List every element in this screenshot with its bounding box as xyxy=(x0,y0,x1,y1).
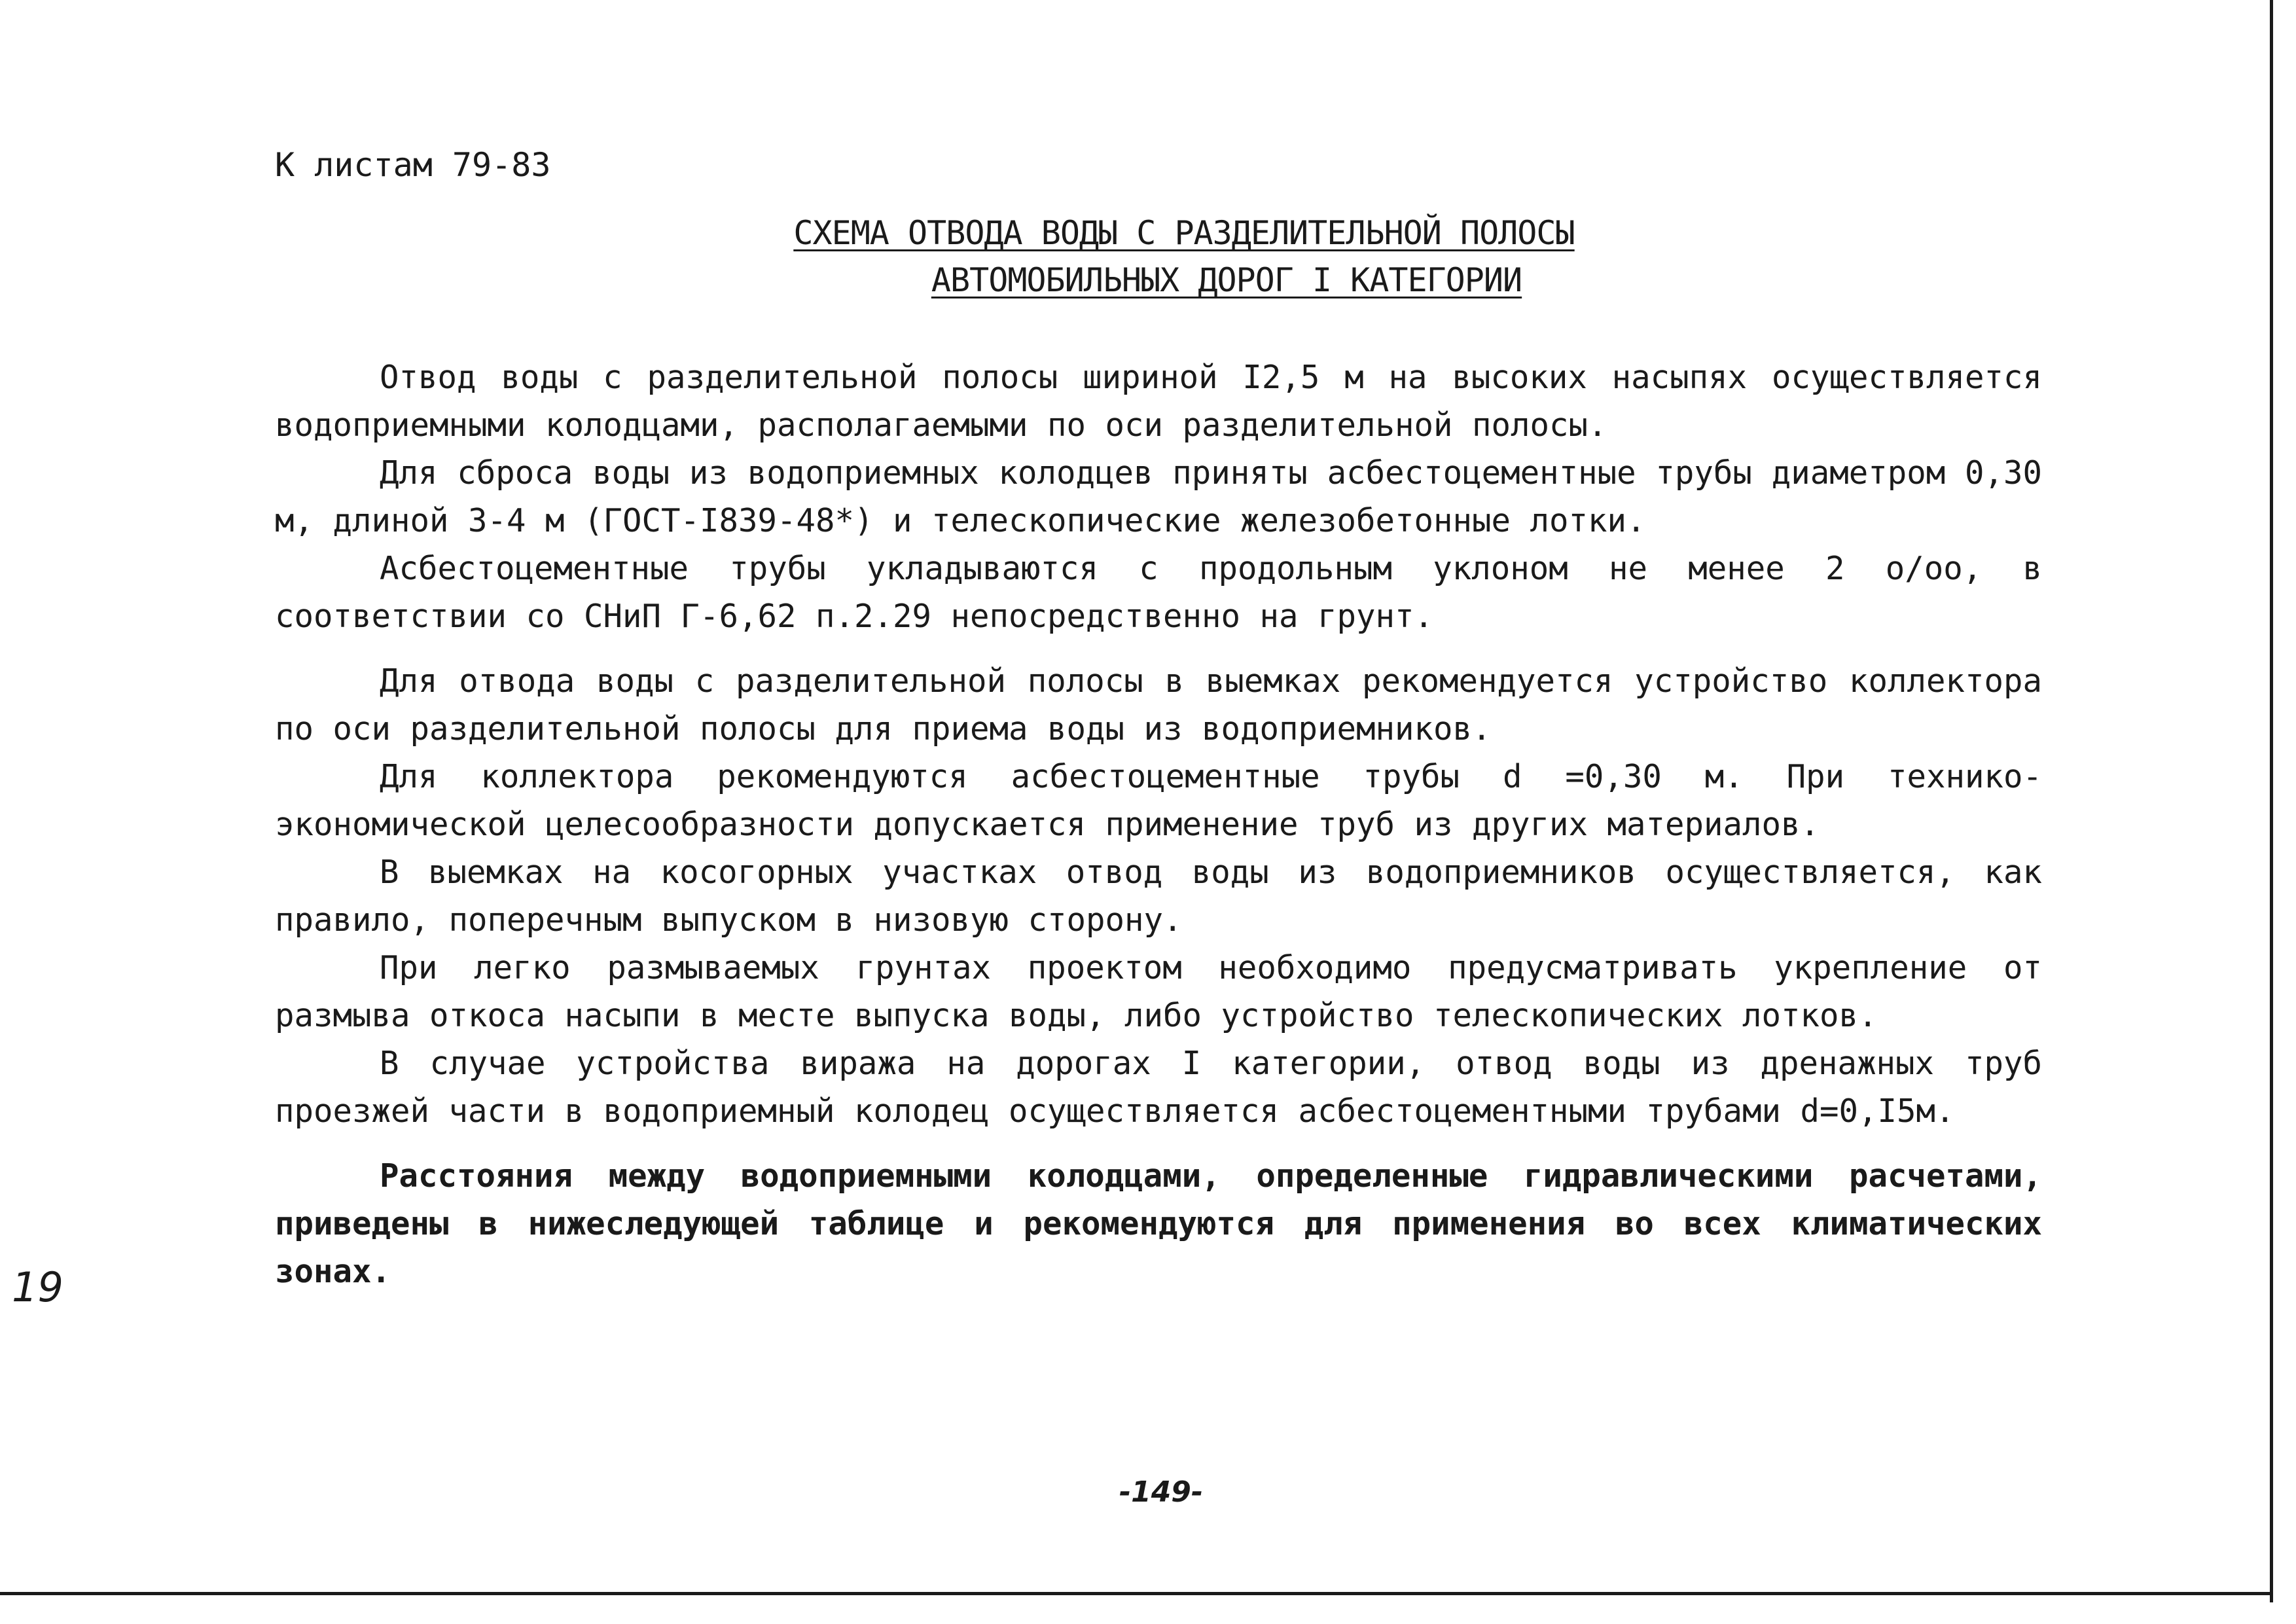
paragraph: Асбестоцементные трубы укладываются с продольным уклоном не менее 2 о/оо, в соответствии со СНиП Г-6,62 п.2.29 непосредственно на грунт. xyxy=(275,550,2042,635)
sheet-reference: К листам 79-83 xyxy=(275,146,551,184)
document-title xyxy=(0,209,2296,304)
paragraph: Для коллектора рекомендуются асбестоцементные трубы d =0,30 м. При технико-экономической целесообразности допускается применение труб из других материалов. xyxy=(275,758,2042,843)
page-number: -149- xyxy=(1119,1475,1204,1509)
title-line-1: СХЕМА ОТВОДА ВОДЫ С РАЗДЕЛИТЕЛЬНОЙ ПОЛОСЫ xyxy=(793,214,1575,252)
paragraph: Для отвода воды с разделительной полосы в выемках рекомендуется устройство коллектора по оси разделительной полосы для приема воды из водоприемников. xyxy=(275,662,2042,748)
frame-border-bottom xyxy=(0,1592,2273,1595)
paragraph: Отвод воды с разделительной полосы шириной I2,5 м на высоких насыпях осуществляется водоприемными колодцами, располагаемыми по оси разделительной полосы. xyxy=(275,359,2042,444)
paragraph: В выемках на косогорных участках отвод воды из водоприемников осуществляется, как правило, поперечным выпуском в низовую сторону. xyxy=(275,854,2042,939)
paragraph: При легко размываемых грунтах проектом необходимо предусматривать укрепление от размыва откоса насыпи в месте выпуска воды, либо устройство телескопических лотков. xyxy=(275,949,2042,1034)
margin-number: 19 xyxy=(12,1263,63,1311)
paragraph: Для сброса воды из водоприемных колодцев приняты асбестоцементные трубы диаметром 0,30 м, длиной 3-4 м (ГОСТ-I839-48*) и телескопические железобетонные лотки. xyxy=(275,454,2042,539)
body-text xyxy=(275,353,2042,1295)
paragraph: В случае устройства виража на дорогах I категории, отвод воды из дренажных труб проезжей части в водоприемный колодец осуществляется асбестоцементными трубами d=0,I5м. xyxy=(275,1045,2042,1130)
title-line-2: АВТОМОБИЛЬНЫХ ДОРОГ I КАТЕГОРИИ xyxy=(931,261,1522,299)
paragraph: Расстояния между водоприемными колодцами, определенные гидравлическими расчетами, приведены в нижеследующей таблице и рекомендуются для применения во всех климатических зонах. xyxy=(275,1157,2042,1290)
